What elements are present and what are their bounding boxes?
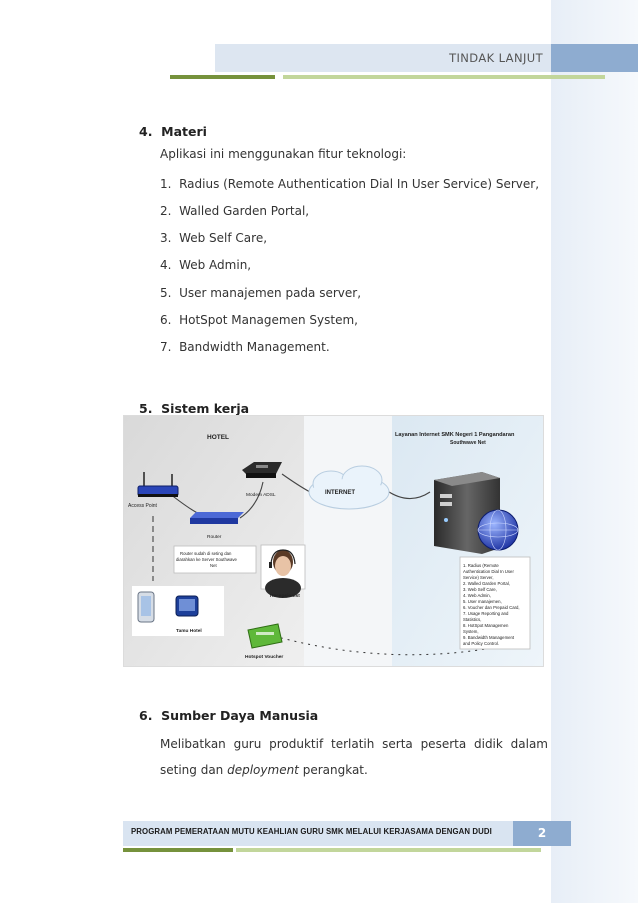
service-title: Layanan Internet SMK Negeri 1 Pangandaran: [395, 432, 515, 438]
feature-line: 8. HotSpot Managemen: [463, 623, 509, 628]
feature-line: Statistics,: [463, 617, 482, 622]
footer-rule-dark: [123, 848, 233, 852]
footer-rule-light: [236, 848, 541, 852]
list-item: 3. Web Self Care,: [160, 231, 268, 245]
voucher-label: Hotspot Voucher: [245, 655, 284, 660]
guest-label: Tamu Hotel: [176, 629, 202, 634]
network-diagram-svg: [124, 416, 543, 666]
access-point-label: Access Point: [128, 503, 157, 509]
page-number: 2: [537, 826, 547, 840]
footer-text: PROGRAM PEMERATAAN MUTU KEAHLIAN GURU SMK MELALUI KERJASAMA DENGAN DUDI: [131, 827, 492, 836]
globe-icon: [478, 510, 518, 550]
list-item: 6. HotSpot Managemen System,: [160, 313, 358, 327]
receptionist-label: Recepsionist: [270, 594, 300, 599]
feature-line: 5. User manajemen,: [463, 599, 502, 604]
list-item: 7. Bandwidth Management.: [160, 340, 330, 354]
router-label: Router: [207, 535, 222, 540]
list-item: 2. Walled Garden Portal,: [160, 204, 310, 218]
feature-line: 4. Web Admin,: [463, 593, 491, 598]
section-4-heading: 4. Materi: [139, 124, 207, 139]
feature-line: 3. Web Self Care,: [463, 587, 497, 592]
service-subtitle: Southwave Net: [450, 440, 486, 446]
network-diagram: [123, 415, 544, 667]
feature-line: Service) Server,: [463, 575, 494, 580]
header-rule-light: [283, 75, 605, 79]
section-4-intro: Aplikasi ini menggunakan fitur teknologi:: [160, 147, 407, 161]
section-5-heading: 5. Sistem kerja: [139, 401, 250, 416]
router-note-line: Net: [210, 563, 217, 568]
header-rule-dark: [170, 75, 275, 79]
feature-line: 6. Voucher dan Prepaid Card,: [463, 605, 520, 610]
hotel-label: HOTEL: [207, 434, 230, 441]
list-item: 5. User manajemen pada server,: [160, 286, 362, 300]
list-item: 1. Radius (Remote Authentication Dial In User Service) Server,: [160, 177, 540, 191]
feature-line: 1. Radius (Remote: [463, 563, 499, 568]
modem-label: Modem ADSL: [246, 493, 276, 498]
section-6-heading: 6. Sumber Daya Manusia: [139, 708, 319, 723]
section-6-paragraph: Melibatkan guru produktif terlatih serta peserta didik dalam seting dan deployment perangkat.: [160, 737, 548, 777]
feature-line: System,: [463, 629, 479, 634]
header-title: TINDAK LANJUT: [449, 51, 543, 65]
right-margin-panel: [551, 0, 638, 903]
feature-line: Authentication Dial In User: [463, 569, 514, 574]
receptionist-photo: [261, 545, 305, 598]
internet-label: INTERNET: [325, 490, 355, 496]
router-icon: [190, 512, 244, 524]
router-note-line: diarahkan ke Server Southwave: [176, 557, 237, 562]
feature-line: and Policy Control.: [463, 641, 500, 646]
header-tab: [551, 44, 638, 72]
list-item: 4. Web Admin,: [160, 258, 252, 272]
feature-line: 2. Walled Garden Portal,: [463, 581, 510, 586]
feature-line: 7. Usage Reporting and: [463, 611, 509, 616]
router-note-line: Router sudah di seting dan: [180, 551, 232, 556]
feature-line: 9. Bandwidth Management: [463, 635, 515, 640]
